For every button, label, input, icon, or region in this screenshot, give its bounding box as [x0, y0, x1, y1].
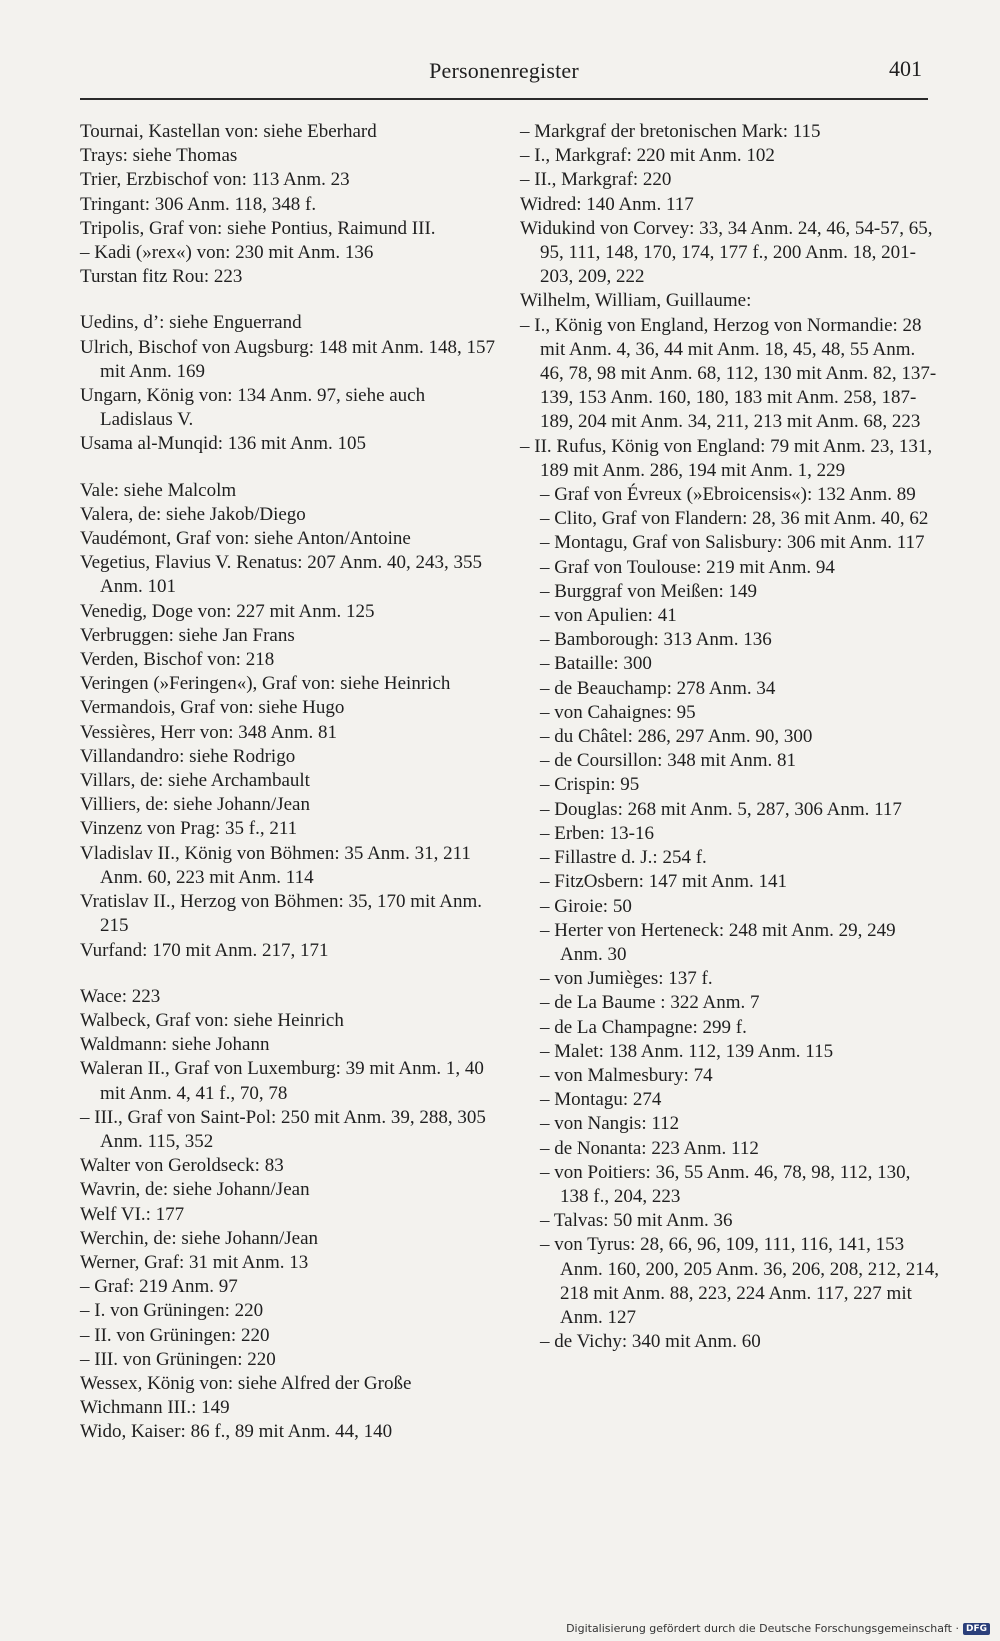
index-entry: – I., König von England, Herzog von Normandie: 28 mit Anm. 4, 36, 44 mit Anm. 18, 45, 48, 55 Anm. 46, 78, 98 mit Anm. 68, 112, 130 mit Anm. 82, 137-139, 153 Anm. 160, 180, 183 mit Anm. 258, 187-189, 204 mit Anm. 34, 211, 213 mit Anm. 68, 223 — [520, 314, 937, 433]
index-entry: Verden, Bischof von: 218 — [80, 649, 275, 671]
index-entry: Wido, Kaiser: 86 f., 89 mit Anm. 44, 140 — [80, 1421, 393, 1443]
index-entry: Vermandois, Graf von: siehe Hugo — [80, 697, 345, 719]
index-entry: – Bataille: 300 — [540, 653, 652, 675]
index-entry: Walter von Geroldseck: 83 — [80, 1155, 284, 1177]
index-entry: – II., Markgraf: 220 — [520, 169, 672, 191]
index-entry: – Talvas: 50 mit Anm. 36 — [540, 1210, 733, 1232]
index-entry: Tournai, Kastellan von: siehe Eberhard — [80, 121, 377, 142]
page-number: 401 — [889, 56, 922, 81]
index-entry: – I., Markgraf: 220 mit Anm. 102 — [520, 145, 775, 167]
index-entry: – von Malmesbury: 74 — [540, 1064, 713, 1086]
index-entry: Trays: siehe Thomas — [80, 145, 238, 167]
index-entry: Uedins, d’: siehe Enguerrand — [80, 312, 302, 334]
index-entry: – Montagu, Graf von Salisbury: 306 mit Anm. 117 — [540, 532, 925, 554]
index-entry: – de Nonanta: 223 Anm. 112 — [540, 1137, 759, 1159]
index-entry: Wace: 223 — [80, 985, 161, 1007]
index-entry: – de Vichy: 340 mit Anm. 60 — [540, 1331, 761, 1353]
index-entry: Widred: 140 Anm. 117 — [520, 193, 694, 215]
index-entry: – Crispin: 95 — [540, 774, 640, 796]
index-entry: – Kadi (»rex«) von: 230 mit Anm. 136 — [80, 242, 374, 264]
index-group — [520, 120, 940, 1354]
index-entry: Werchin, de: siehe Johann/Jean — [80, 1227, 319, 1249]
index-entry: Vaudémont, Graf von: siehe Anton/Antoine — [80, 528, 411, 550]
index-entry: Veringen (»Feringen«), Graf von: siehe Heinrich — [80, 673, 451, 695]
index-entry: Usama al-Munqid: 136 mit Anm. 105 — [80, 433, 367, 455]
index-entry: Vegetius, Flavius V. Renatus: 207 Anm. 40, 243, 355 Anm. 101 — [80, 552, 483, 598]
footer-text: Digitalisierung gefördert durch die Deutsche Forschungsgemeinschaft · — [566, 1622, 959, 1635]
index-entry: – von Cahaignes: 95 — [540, 701, 696, 723]
index-entry: – von Jumièges: 137 f. — [540, 968, 713, 990]
index-entry: Ulrich, Bischof von Augsburg: 148 mit Anm. 148, 157 mit Anm. 169 — [80, 336, 496, 382]
index-group — [80, 120, 500, 289]
dfg-logo-icon: DFG — [963, 1623, 990, 1635]
index-entry: – Herter von Herteneck: 248 mit Anm. 29, 249 Anm. 30 — [540, 919, 896, 965]
index-entry: Waldmann: siehe Johann — [80, 1034, 270, 1056]
index-column-left — [80, 120, 500, 1445]
index-entry: Turstan fitz Rou: 223 — [80, 266, 243, 288]
index-entry: Vinzenz von Prag: 35 f., 211 — [80, 818, 298, 840]
index-entry: Widukind von Corvey: 33, 34 Anm. 24, 46, 54-57, 65, 95, 111, 148, 170, 174, 177 f., 200 Anm. 18, 201-203, 209, 222 — [520, 217, 933, 288]
index-entry: Tripolis, Graf von: siehe Pontius, Raimund III. — [80, 217, 436, 239]
index-entry: – Graf von Toulouse: 219 mit Anm. 94 — [540, 556, 835, 578]
index-entry: – Graf: 219 Anm. 97 — [80, 1276, 238, 1298]
index-entry: – III. von Grüningen: 220 — [80, 1348, 276, 1370]
index-entry: – II. Rufus, König von England: 79 mit Anm. 23, 131, 189 mit Anm. 286, 194 mit Anm. 1, 229 — [520, 435, 933, 481]
index-entry: – Erben: 13-16 — [540, 822, 654, 844]
index-entry: Werner, Graf: 31 mit Anm. 13 — [80, 1251, 309, 1273]
index-group — [80, 311, 500, 456]
index-entry: Vale: siehe Malcolm — [80, 479, 237, 501]
index-entry: Wavrin, de: siehe Johann/Jean — [80, 1179, 310, 1201]
index-group — [80, 479, 500, 963]
index-entry: Wessex, König von: siehe Alfred der Große — [80, 1372, 412, 1394]
index-entry: – Clito, Graf von Flandern: 28, 36 mit Anm. 40, 62 — [540, 508, 929, 530]
index-entry: Villars, de: siehe Archambault — [80, 770, 310, 792]
index-entry: Wilhelm, William, Guillaume: — [520, 290, 752, 312]
index-entry: – Montagu: 274 — [540, 1089, 662, 1111]
index-entry: – de Beauchamp: 278 Anm. 34 — [540, 677, 776, 699]
index-entry: Venedig, Doge von: 227 mit Anm. 125 — [80, 600, 375, 622]
index-entry: Valera, de: siehe Jakob/Diego — [80, 503, 306, 525]
index-entry: Tringant: 306 Anm. 118, 348 f. — [80, 193, 317, 215]
index-entry: Trier, Erzbischof von: 113 Anm. 23 — [80, 169, 350, 191]
index-entry: – III., Graf von Saint-Pol: 250 mit Anm. 39, 288, 305 Anm. 115, 352 — [80, 1106, 486, 1152]
index-entry: Waleran II., Graf von Luxemburg: 39 mit Anm. 1, 40 mit Anm. 4, 41 f., 70, 78 — [80, 1058, 484, 1104]
page-header — [80, 52, 928, 100]
index-entry: – du Châtel: 286, 297 Anm. 90, 300 — [540, 726, 813, 748]
index-entry: – Graf von Évreux (»Ebroicensis«): 132 Anm. 89 — [540, 484, 916, 506]
index-entry: – Bamborough: 313 Anm. 136 — [540, 629, 772, 651]
running-title: Personenregister — [429, 58, 579, 83]
index-entry: Verbruggen: siehe Jan Frans — [80, 624, 295, 646]
index-group — [80, 985, 500, 1445]
index-entry: – de Coursillon: 348 mit Anm. 81 — [540, 750, 796, 772]
footer-credit — [566, 1622, 990, 1635]
index-entry: – von Nangis: 112 — [540, 1113, 680, 1135]
index-entry: – II. von Grüningen: 220 — [80, 1324, 270, 1346]
index-entry: Vessières, Herr von: 348 Anm. 81 — [80, 721, 337, 743]
index-entry: – Burggraf von Meißen: 149 — [540, 580, 758, 602]
index-entry: Vladislav II., König von Böhmen: 35 Anm. 31, 211 Anm. 60, 223 mit Anm. 114 — [80, 842, 471, 888]
index-entry: – de La Baume : 322 Anm. 7 — [540, 992, 760, 1014]
index-entry: Wichmann III.: 149 — [80, 1397, 230, 1419]
index-entry: Walbeck, Graf von: siehe Heinrich — [80, 1009, 344, 1031]
index-entry: Welf VI.: 177 — [80, 1203, 185, 1225]
index-entry: Vratislav II., Herzog von Böhmen: 35, 170 mit Anm. 215 — [80, 891, 483, 937]
index-entry: – von Poitiers: 36, 55 Anm. 46, 78, 98, 112, 130, 138 f., 204, 223 — [540, 1161, 911, 1207]
index-entry: – Giroie: 50 — [540, 895, 632, 917]
index-entry: – Douglas: 268 mit Anm. 5, 287, 306 Anm. 117 — [540, 798, 902, 820]
index-entry: – Fillastre d. J.: 254 f. — [540, 847, 707, 869]
index-entry: – Malet: 138 Anm. 112, 139 Anm. 115 — [540, 1040, 834, 1062]
index-column-right — [520, 120, 940, 1354]
index-entry: – de La Champagne: 299 f. — [540, 1016, 747, 1038]
index-entry: Villiers, de: siehe Johann/Jean — [80, 794, 310, 816]
index-entry: – von Tyrus: 28, 66, 96, 109, 111, 116, 141, 153 Anm. 160, 200, 205 Anm. 36, 206, 208, 212, 214, 218 mit Anm. 88, 223, 224 Anm. 117, 227 mit Anm. 127 — [540, 1234, 939, 1328]
index-entry: – FitzOsbern: 147 mit Anm. 141 — [540, 871, 787, 893]
index-entry: Ungarn, König von: 134 Anm. 97, siehe auch Ladislaus V. — [80, 385, 426, 431]
index-entry: – I. von Grüningen: 220 — [80, 1300, 264, 1322]
index-entry: – von Apulien: 41 — [540, 605, 677, 627]
index-entry: Villandandro: siehe Rodrigo — [80, 745, 296, 767]
index-entry: – Markgraf der bretonischen Mark: 115 — [520, 121, 821, 142]
index-entry: Vurfand: 170 mit Anm. 217, 171 — [80, 939, 329, 961]
